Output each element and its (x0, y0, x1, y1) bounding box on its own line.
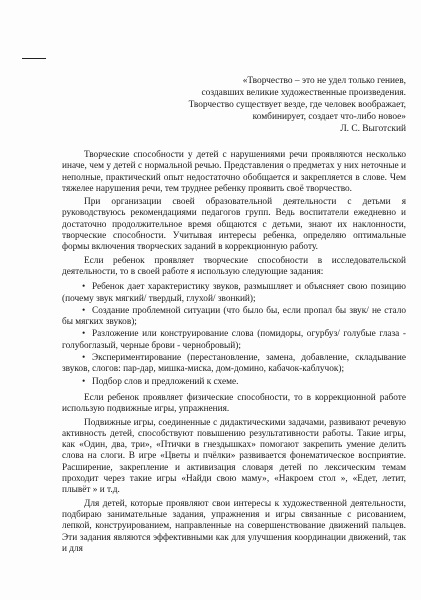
list-item (62, 377, 406, 388)
list-item-text: Экспериментирование (перестановление, замена, добавление, складывание звуков, слогов: пар-дар, мишка-миска, дом-домино, кабачок-каблучок); (62, 353, 406, 375)
paragraph: Если ребенок проявляет физические способности, то в коррекционной работе использую подвижные игры, упражнения. (62, 392, 406, 415)
epigraph-line: создавших великие художественные произведения. (201, 88, 406, 98)
epigraph-line: «Творчество – это не удел только гениев, (242, 76, 406, 86)
epigraph-author: Л. С. Выготский (340, 124, 406, 134)
paragraph: Если ребенок проявляет творческие способности в исследовательской деятельности, то в своей работе я использую следующие задания: (62, 255, 406, 277)
top-dash-mark (22, 58, 46, 59)
bullet-icon: • (82, 329, 86, 340)
list-item-text: Создание проблемной ситуации (что было бы, если пропал бы звук/ не стало бы мягких звуков); (62, 305, 406, 328)
bullet-icon: • (82, 305, 86, 316)
task-list (62, 282, 406, 388)
epigraph (150, 75, 406, 135)
body-text (62, 150, 406, 557)
bullet-icon: • (82, 353, 86, 364)
paragraph: Творческие способности у детей с нарушениями речи проявляются несколько иначе, чем у детей с нормальной речью. Представления о предметах у них неточные и неполные, практический опыт недостаточно обобщается и закрепляется в слове. Чем тяжелее нарушения речи, тем труднее ребенку проявить своё творчество. (62, 150, 406, 194)
list-item-text: Разложение или конструирование слова (помидоры, огурбуз/ голубые глаза - голубоглазый, черные брови - чернобровый); (62, 329, 406, 351)
list-item (62, 329, 406, 352)
bullet-icon: • (82, 282, 86, 293)
paragraph: Подвижные игры, соединенные с дидактическими задачами, развивают речевую активность детей, способствуют повышению результативности работы. Такие игры, как «Один, два, три», «Птички в гнездышках» помогают закрепить умение делить слова на слоги. В игре «Цветы и пчёлки» развивается фонематическое восприятие. Расширение, закрепление и активизация словаря детей по лексическим темам проходит через такие игры «Найди свою маму», «Накроем стол », «Едет, летит, плывёт » и т.д. (62, 417, 406, 496)
list-item-text: Ребенок дает характеристику звуков, размышляет и объясняет свою позицию (почему звук мягкий/ твердый, глухой/ звонкий); (62, 282, 406, 304)
list-item (62, 306, 406, 329)
epigraph-line: Творчество существует везде, где человек воображает, (188, 100, 406, 110)
paragraph: При организации своей образовательной деятельности с детьми я руководствуюсь рекомендациями педагогов групп. Ведь воспитатели ежедневно и достаточно продолжительное время общаются с детьми, знают их наклонности, творческие способности. Учитывая интересы ребенка, определяю оптимальные формы включения творческих заданий в коррекционную работу. (62, 197, 406, 253)
list-item-text: Подбор слов и предложений к схеме. (92, 376, 239, 387)
epigraph-line: комбинирует, создает что-либо новое» (252, 112, 406, 122)
bullet-icon: • (82, 376, 86, 387)
list-item (62, 282, 406, 305)
list-item (62, 353, 406, 376)
paragraph: Для детей, которые проявляют свои интересы к художественной деятельности, подбираю занимательные задания, упражнения и игры связанные с рисованием, лепкой, конструированием, направленные на совершенствование движений пальцев. Эти задания являются эффективными как для улучшения координации движений, так и для (62, 498, 406, 554)
